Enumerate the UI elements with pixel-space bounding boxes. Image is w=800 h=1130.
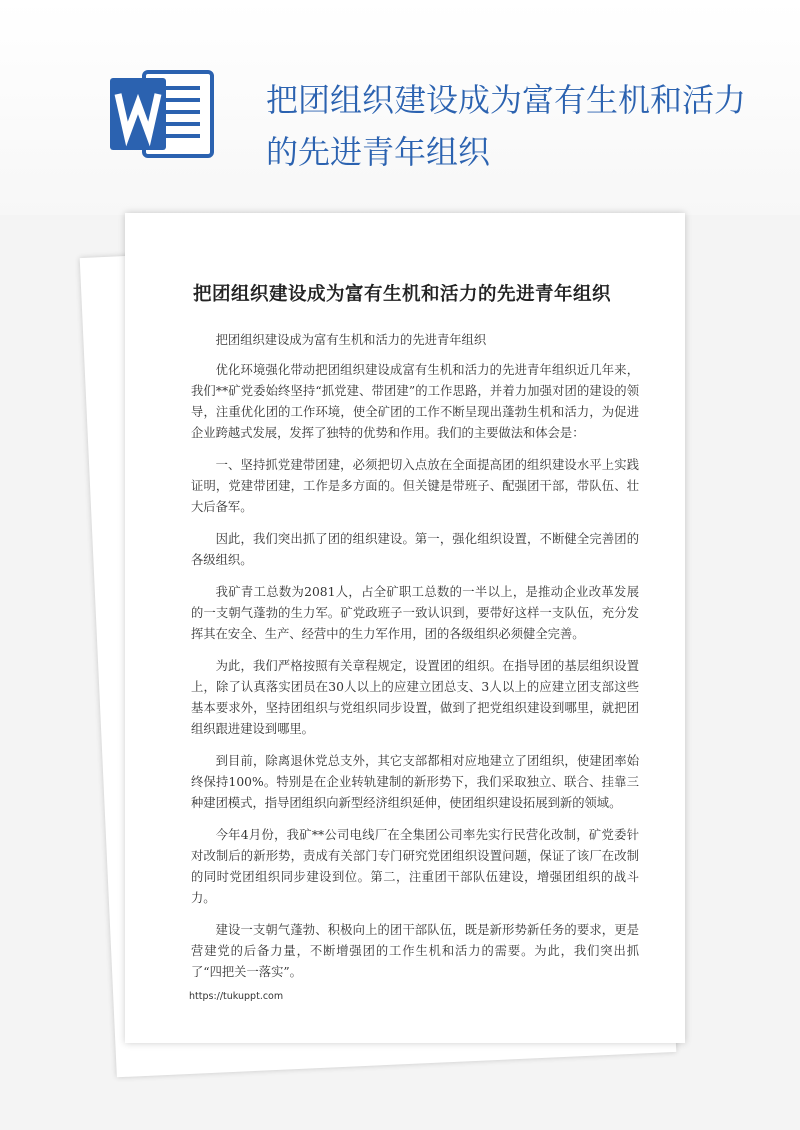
paragraph: 优化环境强化带动把团组织建设成富有生机和活力的先进青年组织近几年来，我们**矿党委始终坚持“抓党建、带团建”的工作思路，并着力加强对团的建设的领导，注重优化团的工作环境，使全矿团的工作不断呈现出蓬勃生机和活力，为促进企业跨越式发展，发挥了独特的优势和作用。我们的主要做法和体会是：	[191, 363, 639, 440]
paragraph: 建设一支朝气蓬勃、积极向上的团干部队伍，既是新形势新任务的要求，更是营建党的后备力量，不断增强团的工作生机和活力的需要。为此，我们突出抓了“四把关一落实”。	[191, 923, 639, 979]
page-title: 把团组织建设成为富有生机和活力的先进青年组织	[266, 81, 747, 171]
paragraph: 我矿青工总数为2081人，占全矿职工总数的一半以上，是推动企业改革发展的一支朝气蓬勃的生力军。矿党政班子一致认识到，要带好这样一支队伍，充分发挥其在安全、生产、经营中的生力军作用，团的各级组织必须健全完善。	[191, 585, 639, 641]
document-subtitle: 把团组织建设成为富有生机和活力的先进青年组织	[215, 333, 487, 347]
word-document-icon	[108, 68, 218, 160]
document-title: 把团组织建设成为富有生机和活力的先进青年组织	[193, 284, 612, 305]
document-page	[125, 213, 685, 1043]
document-body	[191, 330, 639, 994]
paragraph: 一、坚持抓党建带团建，必须把切入点放在全面提高团的组织建设水平上实践证明，党建带团建，工作是多方面的。但关键是带班子、配强团干部，带队伍、壮大后备军。	[191, 458, 639, 514]
paragraph: 到目前，除离退休党总支外，其它支部都相对应地建立了团组织，使建团率始终保持100%。特别是在企业转轨建制的新形势下，我们采取独立、联合、挂靠三种建团模式，指导团组织向新型经济组织延伸，使团组织建设拓展到新的领域。	[191, 754, 639, 810]
paragraph: 今年4月份，我矿**公司电线厂在全集团公司率先实行民营化改制，矿党委针对改制后的新形势，责成有关部门专门研究党团组织设置问题，保证了该厂在改制的同时党团组织同步建设到位。第二，注重团干部队伍建设，增强团组织的战斗力。	[191, 828, 639, 905]
footer-link[interactable]: https://tukuppt.com	[189, 991, 284, 1002]
paragraph: 为此，我们严格按照有关章程规定，设置团的组织。在指导团的基层组织设置上，除了认真落实团员在30人以上的应建立团总支、3人以上的应建立团支部这些基本要求外，坚持团组织与党组织同步设置，做到了把党组织建设到哪里，就把团组织跟进建设到哪里。	[191, 659, 639, 736]
paragraph: 因此，我们突出抓了团的组织建设。第一，强化组织设置，不断健全完善团的各级组织。	[191, 532, 639, 567]
header-banner	[0, 0, 800, 215]
